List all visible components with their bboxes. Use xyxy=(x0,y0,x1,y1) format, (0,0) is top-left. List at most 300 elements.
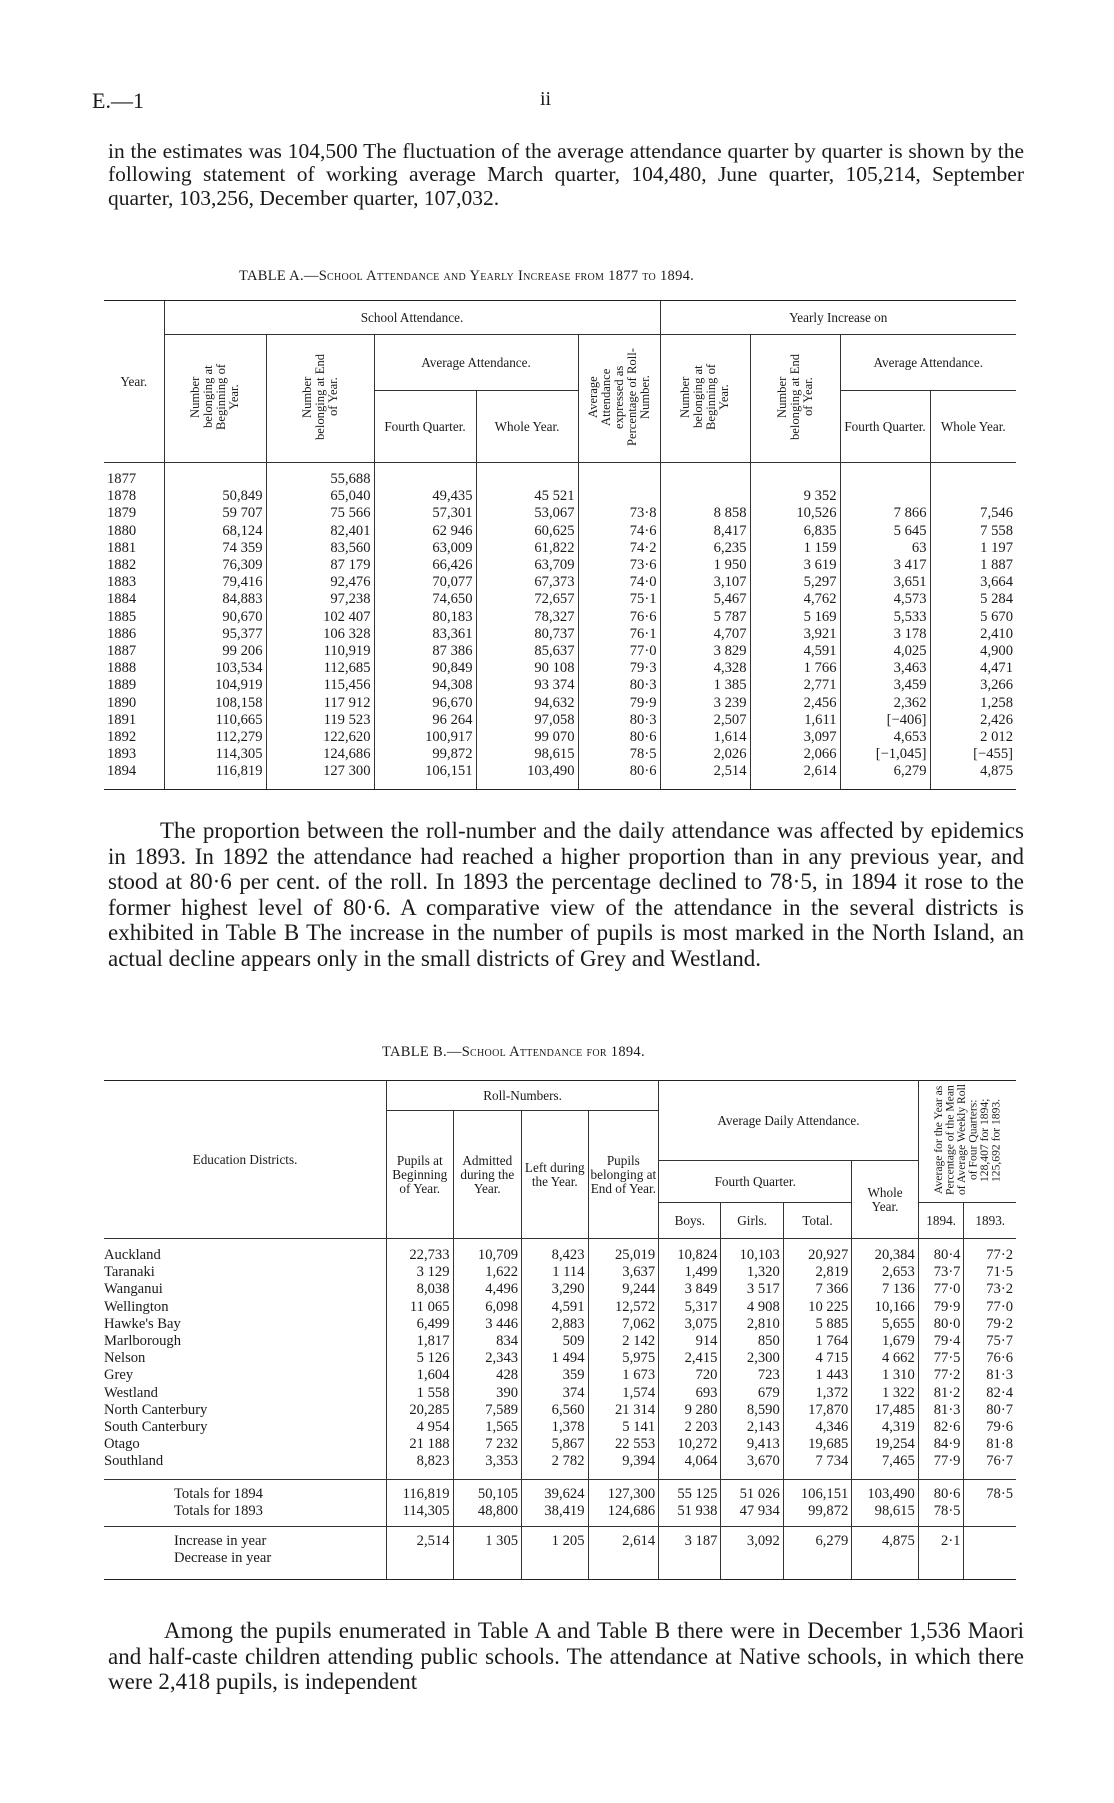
table-b xyxy=(104,1080,1016,1580)
row-label: Hawke's Bay xyxy=(104,1315,181,1332)
table-cell: 509 xyxy=(522,1333,588,1350)
table-cell: 74 359 xyxy=(164,540,266,557)
row-label: Taranaki xyxy=(104,1264,155,1281)
table-cell: 2,026 xyxy=(660,746,750,763)
table-cell: 3 187 xyxy=(659,1527,721,1551)
table-cell: 6,499 xyxy=(387,1316,453,1333)
table-cell xyxy=(930,463,1016,489)
table-cell: 2·1 xyxy=(918,1527,964,1551)
table-cell: 2,066 xyxy=(750,746,840,763)
table-cell: 3,664 xyxy=(930,574,1016,591)
row-label: 1891 xyxy=(107,711,137,728)
table-cell: 79·9 xyxy=(578,695,660,712)
table-cell: 2 203 xyxy=(659,1419,721,1436)
table-cell: 1 673 xyxy=(588,1367,659,1384)
table-a-body xyxy=(104,463,1016,790)
table-cell: 114,305 xyxy=(164,746,266,763)
table-row xyxy=(104,488,1016,505)
table-cell: 2,415 xyxy=(659,1350,721,1367)
table-cell: 82,401 xyxy=(266,523,374,540)
table-cell: 85,637 xyxy=(476,643,578,660)
table-a-caption-prefix: TABLE A.— xyxy=(239,268,319,284)
table-cell: 3 178 xyxy=(840,626,930,643)
table-cell: 3,266 xyxy=(930,677,1016,694)
table-row xyxy=(104,609,1016,626)
table-cell: 1 305 xyxy=(453,1527,522,1551)
table-cell: 8,823 xyxy=(387,1453,453,1479)
table-cell: 79·9 xyxy=(918,1299,964,1316)
header-percentage-text: Average for the Year as Percentage of the Mean of Average Weekly Roll of Four Quarters: 128,407 for 1894; 125,692 for 1893. xyxy=(931,1084,1003,1196)
table-b-caption xyxy=(382,1044,645,1061)
table-cell: 80·6 xyxy=(578,763,660,789)
header-increase-end xyxy=(750,335,840,463)
table-cell: 5 126 xyxy=(387,1350,453,1367)
table-cell: 2,810 xyxy=(721,1316,783,1333)
table-cell: 4,025 xyxy=(840,643,930,660)
table-cell: 2,514 xyxy=(387,1527,453,1551)
table-row xyxy=(104,695,1016,712)
table-row xyxy=(104,763,1016,789)
row-label: 1882 xyxy=(107,557,137,574)
table-cell: 7 366 xyxy=(783,1281,852,1298)
table-cell: 5,297 xyxy=(750,574,840,591)
header-number-beginning-text: Number belonging at Beginning of Year. xyxy=(188,363,241,431)
row-label: Totals for 1893 xyxy=(174,1502,263,1519)
table-cell: 98,615 xyxy=(852,1503,918,1527)
row-label: Increase in year xyxy=(104,1527,387,1551)
table-row xyxy=(104,1527,1016,1551)
table-cell: 3,092 xyxy=(721,1527,783,1551)
table-cell: 3,459 xyxy=(840,677,930,694)
table-cell: 77·0 xyxy=(918,1281,964,1298)
table-cell: 1 443 xyxy=(783,1367,852,1384)
row-label: 1889 xyxy=(107,677,137,694)
table-row xyxy=(104,1239,1016,1265)
table-row xyxy=(104,1367,1016,1384)
table-cell: 124,686 xyxy=(588,1503,659,1527)
table-cell xyxy=(964,1527,1016,1551)
table-cell: 70,077 xyxy=(374,574,476,591)
table-cell: 55,688 xyxy=(266,463,374,489)
table-cell: 50,105 xyxy=(453,1479,522,1503)
table-cell: 127,300 xyxy=(588,1479,659,1503)
row-label: Nelson xyxy=(104,1350,146,1367)
table-cell: 1,499 xyxy=(659,1264,721,1281)
table-cell: 93 374 xyxy=(476,677,578,694)
table-cell: 4,900 xyxy=(930,643,1016,660)
table-cell: 5,533 xyxy=(840,609,930,626)
native-schools-paragraph: Among the pupils enumerated in Table A and Table B there were in December 1,536 Maori and half-caste children attending public schools. The attendance at Native schools, in which there were 2,418 pupils, is independent xyxy=(108,1618,1024,1695)
table-cell: 8,038 xyxy=(387,1281,453,1298)
table-cell: 67,373 xyxy=(476,574,578,591)
table-cell: 39,624 xyxy=(522,1479,588,1503)
table-cell: 75·7 xyxy=(964,1333,1016,1350)
table-cell: 80·6 xyxy=(918,1479,964,1503)
table-cell: 80,183 xyxy=(374,609,476,626)
table-cell: 390 xyxy=(453,1385,522,1402)
table-cell: 49,435 xyxy=(374,488,476,505)
table-cell: 9,244 xyxy=(588,1281,659,1298)
table-cell: 4,573 xyxy=(840,591,930,608)
table-cell: 1 385 xyxy=(660,677,750,694)
row-label: Totals for 1894 xyxy=(104,1479,387,1503)
table-cell: 3 829 xyxy=(660,643,750,660)
table-cell xyxy=(522,1550,588,1580)
table-cell: 2,410 xyxy=(930,626,1016,643)
row-label: 1883 xyxy=(107,574,137,591)
header-percentage-text: Average Attendance expressed as Percentage of Roll-Number. xyxy=(585,348,652,446)
table-cell: 9 280 xyxy=(659,1402,721,1419)
table-cell: 60,625 xyxy=(476,523,578,540)
table-cell: 106,151 xyxy=(783,1479,852,1503)
table-cell: 68,124 xyxy=(164,523,266,540)
table-b-totals xyxy=(104,1479,1016,1526)
table-cell: 2 142 xyxy=(588,1333,659,1350)
table-cell: 4,319 xyxy=(852,1419,918,1436)
table-cell: 2,426 xyxy=(930,712,1016,729)
header-boys: Boys. xyxy=(659,1203,721,1239)
table-cell: 1,574 xyxy=(588,1385,659,1402)
header-increase-fourth-quarter: Fourth Quarter. xyxy=(840,391,930,463)
page-number: ii xyxy=(540,88,552,110)
table-cell xyxy=(660,488,750,505)
table-cell: 77·5 xyxy=(918,1350,964,1367)
table-row xyxy=(104,1453,1016,1479)
table-cell: 4 662 xyxy=(852,1350,918,1367)
table-cell: 83,560 xyxy=(266,540,374,557)
table-cell: 7 866 xyxy=(840,505,930,522)
table-cell: 4 908 xyxy=(721,1299,783,1316)
table-cell xyxy=(721,1550,783,1580)
table-cell: 99 206 xyxy=(164,643,266,660)
header-increase-beginning-text: Number belonging at Beginning of Year. xyxy=(678,363,731,431)
table-cell: 73·7 xyxy=(918,1264,964,1281)
table-cell: 72,657 xyxy=(476,591,578,608)
table-cell: 2,883 xyxy=(522,1316,588,1333)
table-cell: 104,919 xyxy=(164,677,266,694)
table-cell: 359 xyxy=(522,1367,588,1384)
table-cell xyxy=(578,488,660,505)
table-cell: 7,589 xyxy=(453,1402,522,1419)
table-cell: 62 946 xyxy=(374,523,476,540)
table-cell: 1 494 xyxy=(522,1350,588,1367)
table-cell: 59 707 xyxy=(164,505,266,522)
table-cell: 1 558 xyxy=(387,1385,453,1402)
table-cell xyxy=(840,463,930,489)
table-cell: 103,534 xyxy=(164,660,266,677)
table-cell: 75·1 xyxy=(578,591,660,608)
header-left: Left during the Year. xyxy=(522,1111,588,1239)
table-cell: 103,490 xyxy=(852,1479,918,1503)
table-cell: 45 521 xyxy=(476,488,578,505)
header-average-daily: Average Daily Attendance. xyxy=(659,1081,919,1161)
table-cell: 74·6 xyxy=(578,523,660,540)
table-cell: 74·0 xyxy=(578,574,660,591)
header-increase-average: Average Attendance. xyxy=(840,335,1016,391)
table-cell: 90,670 xyxy=(164,609,266,626)
table-cell: 55 125 xyxy=(659,1479,721,1503)
row-label: Wellington xyxy=(104,1298,169,1315)
table-cell: 5 284 xyxy=(930,591,1016,608)
table-cell: 81·2 xyxy=(918,1385,964,1402)
table-cell: 96,670 xyxy=(374,695,476,712)
table-row xyxy=(104,540,1016,557)
row-label: 1880 xyxy=(107,522,137,539)
table-cell xyxy=(659,1550,721,1580)
table-row xyxy=(104,505,1016,522)
table-cell: 1,604 xyxy=(387,1367,453,1384)
row-label: 1885 xyxy=(107,608,137,625)
table-cell: 95,377 xyxy=(164,626,266,643)
table-cell: 4 715 xyxy=(783,1350,852,1367)
table-row xyxy=(104,626,1016,643)
table-cell: 80,737 xyxy=(476,626,578,643)
header-yearly-increase: Yearly Increase on xyxy=(660,301,1016,335)
row-label: 1892 xyxy=(107,729,137,746)
table-b-districts xyxy=(104,1239,1016,1480)
table-cell: 106,151 xyxy=(374,763,476,789)
table-b-change xyxy=(104,1527,1016,1580)
table-cell: 1 950 xyxy=(660,557,750,574)
table-cell: 112,685 xyxy=(266,660,374,677)
table-cell: 99,872 xyxy=(783,1503,852,1527)
table-cell: 1,320 xyxy=(721,1264,783,1281)
table-cell: 5 670 xyxy=(930,609,1016,626)
row-label: 1887 xyxy=(107,643,137,660)
table-cell: 83,361 xyxy=(374,626,476,643)
table-cell: 99 070 xyxy=(476,729,578,746)
table-cell: 6,835 xyxy=(750,523,840,540)
table-cell: 723 xyxy=(721,1367,783,1384)
table-cell: 76·1 xyxy=(578,626,660,643)
row-label: 1886 xyxy=(107,625,137,642)
table-cell: 106 328 xyxy=(266,626,374,643)
table-cell: 2,514 xyxy=(660,763,750,789)
table-cell: 76·6 xyxy=(964,1350,1016,1367)
table-cell: 19,254 xyxy=(852,1436,918,1453)
table-row xyxy=(104,1316,1016,1333)
header-1894: 1894. xyxy=(918,1203,964,1239)
table-cell: 20,384 xyxy=(852,1239,918,1265)
table-cell: 914 xyxy=(659,1333,721,1350)
table-cell: 1,611 xyxy=(750,712,840,729)
table-row xyxy=(104,1299,1016,1316)
table-cell: 78·5 xyxy=(964,1479,1016,1503)
table-cell: 47 934 xyxy=(721,1503,783,1527)
table-cell: 78,327 xyxy=(476,609,578,626)
table-cell xyxy=(387,1550,453,1580)
table-cell: 10,272 xyxy=(659,1436,721,1453)
table-cell: 1 197 xyxy=(930,540,1016,557)
table-cell: 11 065 xyxy=(387,1299,453,1316)
table-cell: 1,378 xyxy=(522,1419,588,1436)
table-cell: 65,040 xyxy=(266,488,374,505)
header-increase-whole-year: Whole Year. xyxy=(930,391,1016,463)
row-label: 1888 xyxy=(107,660,137,677)
table-cell: 102 407 xyxy=(266,609,374,626)
table-cell: 77·2 xyxy=(918,1367,964,1384)
header-percentage xyxy=(918,1081,1016,1203)
header-number-end xyxy=(266,335,374,463)
table-cell: 1 205 xyxy=(522,1527,588,1551)
row-label: Southland xyxy=(104,1453,164,1470)
table-cell: 2,300 xyxy=(721,1350,783,1367)
table-cell: 116,819 xyxy=(387,1479,453,1503)
table-cell: 1 887 xyxy=(930,557,1016,574)
table-cell: 2,507 xyxy=(660,712,750,729)
table-cell: 124,686 xyxy=(266,746,374,763)
table-cell: 96 264 xyxy=(374,712,476,729)
table-cell: 4,875 xyxy=(852,1527,918,1551)
table-cell: 3,107 xyxy=(660,574,750,591)
table-cell: 2,143 xyxy=(721,1419,783,1436)
table-cell: 110,919 xyxy=(266,643,374,660)
table-cell: 76·6 xyxy=(578,609,660,626)
header-fourth-quarter: Fourth Quarter. xyxy=(659,1161,852,1203)
table-row xyxy=(104,1350,1016,1367)
row-label: 1894 xyxy=(104,763,164,789)
table-cell: 374 xyxy=(522,1385,588,1402)
table-cell: 4,707 xyxy=(660,626,750,643)
table-cell: 6,279 xyxy=(783,1527,852,1551)
table-cell: 4,875 xyxy=(930,763,1016,789)
table-cell: 114,305 xyxy=(387,1503,453,1527)
table-cell: 4 954 xyxy=(387,1419,453,1436)
table-cell: 122,620 xyxy=(266,729,374,746)
table-cell: 7 558 xyxy=(930,523,1016,540)
row-label: Auckland xyxy=(104,1247,161,1263)
table-cell: 7 232 xyxy=(453,1436,522,1453)
table-cell: 5,655 xyxy=(852,1316,918,1333)
table-cell: 2,614 xyxy=(750,763,840,789)
table-row xyxy=(104,523,1016,540)
table-cell: 3,097 xyxy=(750,729,840,746)
table-row xyxy=(104,712,1016,729)
table-cell: 4,591 xyxy=(522,1299,588,1316)
table-row xyxy=(104,677,1016,694)
table-cell: 5 645 xyxy=(840,523,930,540)
table-row xyxy=(104,660,1016,677)
table-cell: 1 764 xyxy=(783,1333,852,1350)
table-cell: 6,279 xyxy=(840,763,930,789)
table-cell: 84,883 xyxy=(164,591,266,608)
header-pupils-end: Pupils belonging at End of Year. xyxy=(588,1111,659,1239)
table-cell: 10,709 xyxy=(453,1239,522,1265)
table-cell: 76·7 xyxy=(964,1453,1016,1479)
header-number-end-text: Number belonging at End of Year. xyxy=(299,353,340,441)
table-cell: 100,917 xyxy=(374,729,476,746)
table-cell: 1,372 xyxy=(783,1385,852,1402)
table-cell: 5,317 xyxy=(659,1299,721,1316)
table-cell: 20,927 xyxy=(783,1239,852,1265)
table-cell: 2 012 xyxy=(930,729,1016,746)
table-cell: 77·9 xyxy=(918,1453,964,1479)
table-cell: 2,653 xyxy=(852,1264,918,1281)
table-cell: 10,526 xyxy=(750,505,840,522)
table-cell: 5 787 xyxy=(660,609,750,626)
table-cell: 3,290 xyxy=(522,1281,588,1298)
row-label: North Canterbury xyxy=(104,1401,208,1418)
table-cell: 21 314 xyxy=(588,1402,659,1419)
table-cell: 80·3 xyxy=(578,677,660,694)
table-cell: 84·9 xyxy=(918,1436,964,1453)
table-cell: 20,285 xyxy=(387,1402,453,1419)
table-cell: 4,591 xyxy=(750,643,840,660)
table-cell: 5,975 xyxy=(588,1350,659,1367)
table-cell: 6,235 xyxy=(660,540,750,557)
table-cell: 78·5 xyxy=(918,1503,964,1527)
table-cell: 38,419 xyxy=(522,1503,588,1527)
header-total: Total. xyxy=(783,1203,852,1239)
table-cell: 1,817 xyxy=(387,1333,453,1350)
table-cell xyxy=(453,1550,522,1580)
header-increase-beginning xyxy=(660,335,750,463)
row-label: Grey xyxy=(104,1367,134,1384)
table-cell xyxy=(588,1550,659,1580)
table-cell: 6,098 xyxy=(453,1299,522,1316)
table-cell: 1 322 xyxy=(852,1385,918,1402)
table-cell: 4,496 xyxy=(453,1281,522,1298)
table-row xyxy=(104,1419,1016,1436)
row-label: Decrease in year xyxy=(104,1550,387,1580)
table-cell: 66,426 xyxy=(374,557,476,574)
row-label: 1879 xyxy=(107,505,137,522)
table-cell: 17,870 xyxy=(783,1402,852,1419)
table-cell xyxy=(852,1550,918,1580)
table-cell: 21 188 xyxy=(387,1436,453,1453)
table-cell: 63 xyxy=(840,540,930,557)
table-cell: 74,650 xyxy=(374,591,476,608)
table-cell: 79·6 xyxy=(964,1419,1016,1436)
table-cell: 1 159 xyxy=(750,540,840,557)
table-cell: 3,651 xyxy=(840,574,930,591)
table-row xyxy=(104,1333,1016,1350)
table-cell: 4,328 xyxy=(660,660,750,677)
table-cell: 1,622 xyxy=(453,1264,522,1281)
table-row xyxy=(104,1402,1016,1419)
table-cell xyxy=(918,1550,964,1580)
table-cell: 2,819 xyxy=(783,1264,852,1281)
table-cell: 834 xyxy=(453,1333,522,1350)
intro-paragraph: in the estimates was 104,500 The fluctuation of the average attendance quarter by quarter is shown by the following statement of working average March quarter, 104,480, June quarter, 105,214, September quarter, 103,256, December quarter, 107,032. xyxy=(108,139,1024,210)
table-cell: 94,308 xyxy=(374,677,476,694)
table-cell: 79·3 xyxy=(578,660,660,677)
table-cell: 116,819 xyxy=(164,763,266,789)
table-cell: 4,471 xyxy=(930,660,1016,677)
row-label: Otago xyxy=(104,1436,140,1453)
table-cell: 82·4 xyxy=(964,1385,1016,1402)
table-cell xyxy=(578,463,660,489)
table-a-caption-title: School Attendance and Yearly Increase from 1877 to 1894. xyxy=(318,268,695,284)
table-cell: 3,637 xyxy=(588,1264,659,1281)
table-cell: 7,062 xyxy=(588,1316,659,1333)
table-cell: 2,614 xyxy=(588,1527,659,1551)
table-cell: 7 136 xyxy=(852,1281,918,1298)
table-cell: [−455] xyxy=(930,746,1016,763)
table-cell: 3 129 xyxy=(387,1264,453,1281)
proportion-paragraph: The proportion between the roll-number and the daily attendance was affected by epidemics in 1893. In 1892 the attendance had reached a higher proportion than in any previous year, and stood at 80·6 per cent. of the roll. In 1893 the percentage declined to 78·5, in 1894 it rose to the former highest level of 80·6. A comparative view of the attendance in the several districts is exhibited in Table B The increase in the number of pupils is most marked in the North Island, an actual decline appears only in the small districts of Grey and Westland. xyxy=(108,818,1024,971)
table-cell xyxy=(964,1550,1016,1580)
table-cell: 1 114 xyxy=(522,1264,588,1281)
row-label: 1884 xyxy=(107,591,137,608)
table-cell: 3 417 xyxy=(840,557,930,574)
table-cell: 97,238 xyxy=(266,591,374,608)
row-label: 1893 xyxy=(107,746,137,763)
table-cell: 9 352 xyxy=(750,488,840,505)
table-cell: 77·2 xyxy=(964,1239,1016,1265)
table-cell: 108,158 xyxy=(164,695,266,712)
header-number-beginning xyxy=(164,335,266,463)
